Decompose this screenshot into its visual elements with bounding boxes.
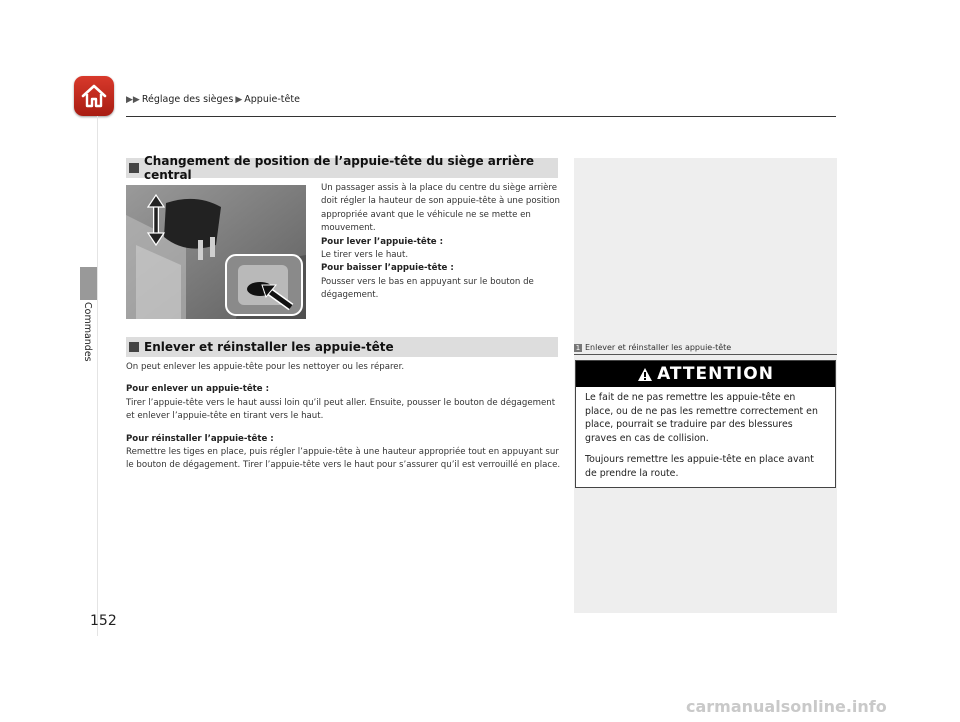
warning-icon (637, 367, 653, 382)
warning-paragraph: Le fait de ne pas remettre les appuie-tête en place, ou de ne pas les remettre correctement en place, pourrait se traduire par des blessures graves en cas de collision. (585, 392, 818, 444)
section-heading (126, 154, 558, 182)
header-divider (126, 116, 836, 117)
page-number: 152 (90, 613, 117, 629)
warning-box (575, 360, 836, 488)
breadcrumb-item[interactable]: Réglage des sièges (141, 94, 234, 105)
section-label: Commandes (82, 302, 93, 362)
subheading: Pour enlever un appuie-tête : (126, 384, 270, 395)
breadcrumb (126, 94, 300, 105)
home-icon (80, 82, 108, 110)
breadcrumb-arrow-icon: ▶▶ (126, 94, 140, 105)
home-button[interactable] (74, 76, 114, 116)
square-bullet-icon (129, 163, 139, 173)
subheading: Pour lever l’appuie-tête : (321, 236, 444, 247)
section-tab[interactable] (80, 267, 97, 300)
note-heading (574, 343, 731, 352)
paragraph: On peut enlever les appuie-tête pour les nettoyer ou les réparer. (126, 362, 405, 372)
side-divider (97, 116, 98, 636)
section2-text (126, 361, 562, 473)
paragraph: Pousser vers le bas en appuyant sur le bouton de dégagement. (321, 276, 534, 301)
paragraph: Un passager assis à la place du centre du siège arrière doit régler la hauteur de son appuie-tête à une position appropriée avant que le véhicule ne se mette en mouvement. (321, 183, 560, 234)
paragraph: Le tirer vers le haut. (321, 250, 409, 261)
warning-paragraph: Toujours remettre les appuie-tête en place avant de prendre la route. (585, 454, 814, 479)
section-title: Enlever et réinstaller les appuie-tête (144, 340, 394, 354)
warning-heading: ATTENTION (657, 364, 774, 384)
square-bullet-icon (129, 342, 139, 352)
paragraph: Remettre les tiges en place, puis régler l’appuie-tête à une hauteur appropriée tout en appuyant sur le bouton de dégagement. Tirer l’appuie-tête vers le haut pour s’assurer qu’il est verrouillé en place. (126, 447, 561, 471)
breadcrumb-arrow-icon: ▶ (235, 94, 243, 105)
breadcrumb-item[interactable]: Appuie-tête (244, 94, 300, 105)
section-heading (126, 337, 558, 357)
note-divider (574, 354, 837, 355)
note-number: 1 (575, 343, 581, 352)
section-title: Changement de position de l’appuie-tête du siège arrière central (144, 154, 535, 182)
section1-text (321, 182, 561, 303)
warning-text (576, 387, 835, 493)
warning-header (576, 361, 835, 387)
paragraph: Tirer l’appuie-tête vers le haut aussi loin qu’il peut aller. Ensuite, pousser le bouton de dégagement et enlever l’appuie-tête en tirant vers le haut. (126, 397, 556, 422)
headrest-illustration (126, 185, 306, 319)
watermark: carmanualsonline.info (686, 697, 887, 716)
note-title[interactable]: Enlever et réinstaller les appuie-tête (585, 343, 732, 352)
subheading: Pour baisser l’appuie-tête : (321, 263, 454, 274)
subheading: Pour réinstaller l’appuie-tête : (126, 433, 274, 444)
